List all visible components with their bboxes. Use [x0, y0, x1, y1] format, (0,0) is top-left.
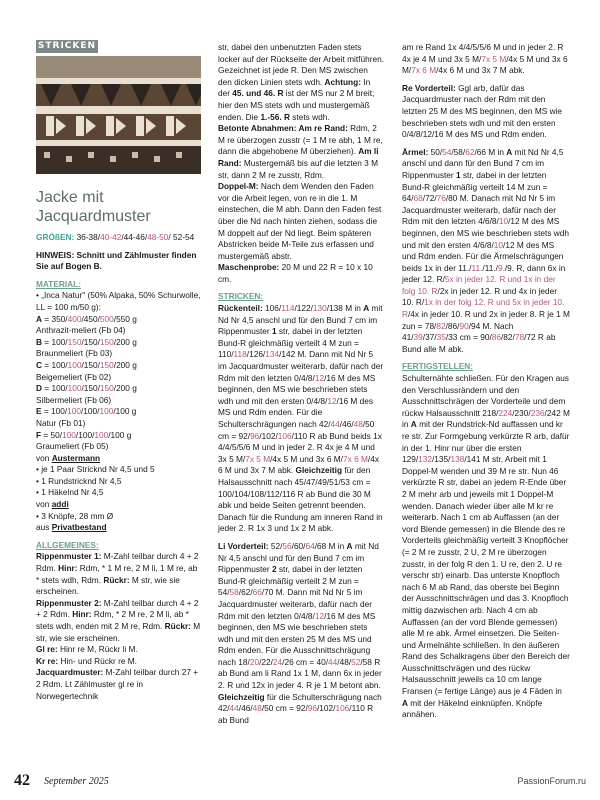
text-segment: 52/ — [268, 540, 283, 551]
text-segment: str, dabei in der letzten Bund-R gleichmäßig verteilt 14 M zun = 64/ — [402, 169, 548, 204]
fertigstellen-text — [402, 373, 570, 721]
text-segment: 82 — [436, 320, 446, 331]
text-segment: 7x 5 M — [245, 453, 271, 464]
needle-item: • 1 Rundstricknd Nr 4,5 — [36, 475, 122, 486]
text-segment: /2x in jeder 12. R und 4x in jeder 10. R/ — [402, 285, 557, 308]
text-segment: A — [363, 303, 370, 314]
text-segment: str, dabei in der letzten Bund-R gleichmäßig verteilt 2 M zun = 54/ — [218, 564, 363, 598]
size-3: /44-46/ — [121, 232, 148, 242]
text-segment: /37/ — [422, 332, 437, 343]
allgemeines-heading: ALLGEMEINES: — [36, 539, 99, 550]
needle-item: • 1 Häkelnd Nr 4,5 — [36, 487, 104, 498]
text-segment: 224 — [498, 407, 513, 418]
text-segment: A — [346, 540, 353, 551]
text-segment: 50/ — [428, 146, 443, 157]
needle-list — [36, 464, 201, 499]
text-segment: am re Rand 1x 4/4/5/5/6 M und in jeder 2. R 4x je 4 M und 3x 5 M/ — [402, 42, 564, 64]
li-vorderteil: Li Vorderteil: 52/56/60/64/68 M in A mit Nd Nr 4,5 anschl und für den Bund 7 cm im Rippenmuster 2 str, dabei in der letzten Bund-R gleichmäßig verteilt 2 M zun = 54/58/62/66/70 M. Dann mit Nd Nr 5 im Jacquardmuster weiterarb, dafür nach der Rdm mit den letzten 0/4/8/12/16 M des MS beginnen, den MS wie beschrieben stets wdh und mit den ersten 25 M des MS und Rdm enden. Für die Ausschnittschrägung nach 18/20/22/24/26 cm = 40/44/48/52/58 R ab Bund am li Rand 1x 1 M, dann 6x in jeder 2. R und 12x in jeder 4. R je 1 M betont abn. Gleichzeitig für die Schulterschrägung nach 42/44/46/48/50 cm = 92/96/102/106/110 R ab Bund — [218, 540, 382, 725]
jacquard-knit-image — [36, 56, 201, 174]
text-segment: /142 M. Dann mit Nd Nr 5 im Jacquardmuster weiterarb, dafür nach der Rdm mit den letzten 0/4/8/ — [218, 349, 384, 383]
brand-line-1: von Austermann — [36, 452, 101, 463]
text-segment: mit Nd Nr 4,5 anschl und für den Bund 7 cm im Rippenmuster — [218, 540, 379, 575]
text-segment: /72 R ab Bund alle M abk. — [402, 332, 556, 354]
text-segment: 52 — [351, 656, 361, 667]
text-segment: 90 — [459, 320, 469, 331]
text-segment: /11./ — [482, 262, 498, 273]
text-segment: /33 cm = 90/ — [445, 332, 492, 343]
text-segment: 1 — [455, 169, 461, 180]
text-segment: /16 M des MS beginnen, den MS wie beschrieben stets wdh und mit den ersten 0/4/8/ — [218, 372, 376, 406]
brand-addi: addi — [51, 499, 69, 510]
text-segment: /126/ — [246, 349, 266, 360]
text-segment: /72/ — [422, 193, 437, 204]
text-segment: /68 M in — [314, 540, 347, 551]
text-segment: für die Schulterschrägung nach 42/ — [218, 691, 382, 714]
text-segment: A — [402, 697, 408, 708]
text-segment: 5x in jeder 12. R und 1x in der folg 10. R — [402, 274, 556, 296]
yarn-color-c: C = 100/100/150/150/200 g Beigemeliert (Fb 02) — [36, 359, 137, 382]
text-segment: 130 — [312, 303, 327, 314]
size-5: / 52-54 — [168, 232, 195, 242]
text-segment: /80 M. Danach mit Nd Nr 5 im Jacquardmuster weiterarb, dafür nach der Rdm mit den letzten 4/6/8/ — [402, 193, 557, 227]
yarn-color-e: E = 100/100/100/100/100 g Natur (Fb 01) — [36, 406, 137, 428]
text-segment: 12 — [314, 372, 325, 383]
text-segment: /110 R ab Bund beids 1x 4/4/5/5/6 M und in jeder 2. R 4x je 4 M und 3x 5 M/ — [218, 430, 382, 464]
text-segment: 10 — [493, 239, 504, 250]
text-segment: A — [506, 146, 513, 157]
text-segment: /50 cm = 92/ — [218, 419, 375, 441]
column-instructions — [218, 42, 384, 726]
text-segment: /141 M str, Arbeit mit 1 Doppel-M wenden und 39 M re str. Nun 46 verkürzte R str, dabei an jedem R-Ende über 2 M mehr arb und jeweils mit 1 Doppel-M wenden. Danach wieder über alle M kr re weiterarb. Nach 1 cm ab Auffassen (an der vord Blende gemessen) in die Blende des re Vorderteils gleichmäßig verteilt 3 Knopflöcher (= 2 M re zusstr, 2 U, 2 M re überzogen zusstr, in der folg R den 1. U re, den 2. U re verschr str) einarb. Das unterste Knopfloch nach 6 M ab Rand, das oberste bei Beginn der Ausschnittschrägen und das 3. Knopfloch mittig dazwischen arb. Nach 4 cm ab Auffassen (an der vord Blende gemessen) alle M re abk. Ärmel einsetzen. Die Seiten- und Ärmelnähte schließen. In den äußeren Rand des Schalkragens über den Bereich der Ausschnittschrägen und des rückw Halsausschnitt jeweils ca 10 cm lange Fransen (= fertige Länge) aus je 4 Fäden in — [402, 454, 570, 697]
doppel-m: Doppel-M: Nach dem Wenden den Faden vor die Arbeit legen, von re in die 1. M einstechen, die M abh. Dann den Faden fest über die Nd nach hinten ziehen, sodass die M doppelt auf der Nd liegt. Beim späteren Abstricken beide M-Teile zus erfassen und mustergemäß abstr. — [218, 181, 382, 261]
text-segment: mit Nd Nr 4,5 anschl und für den Bund 7 cm im Rippenmuster — [218, 303, 383, 337]
text-segment: 1x in der folg 12. R und 5x in jeder 10. R — [402, 297, 565, 320]
text-segment: /50 cm = 92/ — [261, 703, 308, 714]
buttons-item: • 3 Knöpfe, 28 mm Ø — [36, 510, 114, 521]
text-segment: /60/ — [291, 540, 306, 551]
text-segment: 7x 6 M — [411, 65, 437, 76]
text-segment: 68 — [413, 193, 423, 204]
needle-item: • je 1 Paar Stricknd Nr 4,5 und 5 — [36, 464, 155, 475]
maschenprobe: Maschenprobe: 20 M und 22 R = 10 x 10 cm. — [218, 262, 373, 284]
fertigstellen-heading: FERTIGSTELLEN: — [402, 361, 473, 372]
text-segment: 134 — [265, 349, 280, 360]
rueckenteil: Rückenteil: 106/114/122/130/138 M in A mit Nd Nr 4,5 anschl und für den Bund 7 cm im Rippenmuster 1 str, dabei in der letzten Bund-R gleichmäßig verteilt 4 M zun = 110/118/126/134/142 M. Dann mit Nd Nr 5 im Jacquardmuster weiterarb, dafür nach der Rdm mit den letzten 0/4/8/12/16 M des MS beginnen, den MS wie beschrieben stets wdh und mit den ersten 0/4/8/12/16 M des MS und Rdm enden. Für die Schulterschrägungen nach 42/44/46/48/50 cm = 92/96/102/106/110 R ab Bund beids 1x 4/4/5/5/6 M und in jeder 2. R 4x je 4 M und 3x 5 M/7x 5 M/4x 5 M und 3x 6 M/7x 6 M/4x 6 M und 3x 7 M abk. Gleichzeitig für den Halsausschnitt nach 45/47/49/51/53 cm = 100/104/108/112/116 R ab Bund die 30 M abk und beide Seiten getrennt beenden. Danach für die Rundung am inneren Rand in jeder 2. R 1x 3 und 1x 2 M abk. — [218, 303, 384, 534]
sizes-label: GRÖßEN: — [36, 232, 75, 242]
text-segment: 132 — [418, 454, 432, 465]
column-finishing — [402, 42, 570, 721]
material-heading: MATERIAL: — [36, 278, 82, 289]
column-materials — [36, 232, 201, 702]
material-intro: • „Inca Natur" (50% Alpaka, 50% Schurwolle, LL = 100 m/50 g): — [36, 290, 201, 312]
text-segment: 58 — [229, 587, 239, 598]
text-segment: 96 — [250, 430, 260, 441]
sizes — [36, 232, 201, 244]
text-segment: 76 — [436, 193, 446, 204]
size-4: 48-50 — [147, 232, 169, 242]
text-segment: /102/ — [316, 703, 336, 714]
jacquardmuster: Jacquardmuster: M-Zahl teilbar durch 27 + 2 Rdm. Lt Zählmuster gl re in Norwegertechnik — [36, 667, 199, 701]
text-segment: 56 — [282, 540, 292, 551]
aermel: Ärmel: 50/54/58/62/66 M in A mit Nd Nr 4,5 anschl und dann für den Bund 7 cm im Rippenmuster 1 str, dabei in der letzten Bund-R gleichmäßig verteilt 14 M zun = 64/68/72/76/80 M. Danach mit Nd Nr 5 im Jacquardmuster weiterarb, dafür nach der Rdm mit den letzten 4/6/8/10/12 M des MS beginnen, den MS wie beschrieben stets wdh und mit den ersten 4/6/8/10/12 M des MS und Rdm enden. Für die Ärmelschrägungen beids 1x in der 11./11./11./9./9. R, dann 6x in jeder 12. R/5x in jeder 12. R und 1x in der folg 10. R/2x in jeder 12. R und 4x in jeder 10. R/1x in der folg 12. R und 5x in jeder 10. R/4x in jeder 10. R und 2x in jeder 8. R je 1 M zun = 78/82/86/90/94 M. Nach 41/39/37/35/33 cm = 90/86/82/78/72 R ab Bund alle M abk. — [402, 146, 570, 354]
text-segment: 7x 6 M — [343, 453, 368, 464]
text-segment: 54 — [442, 146, 452, 157]
text-segment: A — [410, 419, 417, 430]
text-segment: /242 M in — [402, 407, 570, 430]
text-segment: /66 M in — [474, 146, 507, 157]
li-vorderteil-cont — [402, 42, 570, 77]
text-segment: mit der Häkelnd einknüpfen. Knöpfe annähen. — [402, 697, 543, 720]
text-segment: /22/ — [259, 656, 273, 667]
section-tag: STRICKEN — [37, 41, 97, 51]
text-segment: 10 — [498, 216, 509, 227]
issue-date: September 2025 — [44, 776, 109, 787]
page-number: 42 — [14, 772, 30, 789]
brand-austermann: Austermann — [51, 452, 101, 463]
color-list — [36, 314, 201, 453]
text-segment: /138 M in — [326, 303, 364, 314]
text-segment: /4x 6 M und 3x 7 M abk. — [218, 453, 379, 476]
text-segment: 44 — [328, 656, 338, 667]
stricken-heading: STRICKEN: — [218, 291, 264, 302]
text-segment: /4x 6 M und 3x 7 M abk. — [436, 65, 525, 76]
text-segment: /12 M des MS und Rdm enden. Für die Ärmelschrägungen beids 1x in der 11./ — [402, 239, 564, 273]
text-segment: 118 — [233, 349, 247, 360]
text-segment: Schulternähte schließen. Für den Kragen aus den Verschlussrändern und den Ausschnittschrägen der Vorderteile und dem rückw Halsausschnitt 218/ — [402, 373, 569, 418]
text-segment: /58/ — [451, 146, 466, 157]
text-segment: 12 — [314, 610, 325, 621]
text-segment: /4x 5 M und 3x 6 M/ — [270, 453, 343, 464]
text-segment: /122/ — [294, 303, 313, 314]
text-segment: 48 — [252, 703, 262, 714]
text-segment: 9. — [497, 262, 505, 273]
text-segment: 44 — [330, 419, 340, 429]
sweater-photo — [36, 56, 201, 174]
text-segment: 66 — [252, 587, 262, 598]
text-segment: str, dabei in der letzten Bund-R gleichmäßig verteilt 4 M zun = 110/ — [218, 326, 363, 360]
text-segment: /62/ — [238, 587, 253, 598]
text-segment: 24 — [272, 656, 283, 667]
text-segment: /48/ — [337, 656, 352, 667]
text-segment: /82/ — [500, 332, 515, 343]
size-2: 40-42 — [100, 232, 122, 242]
brand-line-3: aus Privatbestand — [36, 522, 107, 533]
text-segment: 106 — [335, 703, 350, 714]
size-1: 36-38/ — [74, 232, 101, 242]
text-segment: 7x 5 M — [481, 53, 507, 64]
text-segment: mit der Rundstrick-Nd auffassen und kr re str. Zur Formgebung verkürzte R arb, dafür in der 1. Hinr nur über die ersten 129/ — [402, 419, 570, 465]
text-segment: 96 — [307, 703, 317, 714]
betonte-abnahmen: Betonte Abnahmen: Am re Rand: Rdm, 2 M re überzogen zusstr (= 1 M re abh, 1 M re, dann die abgehobene M überziehen). Am li Rand: Mustergemäß bis auf die letzten 3 M str, dann 2 M re zusstr, Rdm. — [218, 123, 383, 180]
text-segment: /4x 5 M und 3x 6 M/ — [402, 53, 568, 76]
text-segment: /12 M des MS beginnen, den MS wie beschrieben stets wdh und mit den ersten 4/6/8/ — [402, 216, 569, 250]
text-segment: /4x in jeder 10. R und 2x in jeder 8. R je 1 M zun = 78/ — [402, 309, 570, 331]
yarn-color-b: B = 100/150/150/150/200 g Braunmeliert (Fb 03) — [36, 336, 137, 359]
text-segment: /94 M. Nach 41/ — [402, 320, 514, 343]
text-segment: 106 — [277, 430, 292, 441]
text-segment: 1 — [271, 326, 277, 337]
text-segment: 64 — [305, 540, 315, 551]
jacquard-note: str, dabei den unbenutzten Faden stets locker auf der Rückseite der Arbeit mitführen. Gezeichnet ist jede R. Den MS zwischen den dicken Linien stets wdh. Achtung: In der 45. und 46. R ist der MS nur 2 M breit; hier den MS stets wdh und mustergemäß enden. Die 1.-56. R stets wdh. — [218, 42, 385, 122]
brand-line-2: von addi — [36, 499, 69, 510]
text-segment: 114 — [281, 303, 295, 314]
text-segment: mit Nd Nr 4,5 anschl und dann für den Bund 7 cm im Rippenmuster — [402, 146, 564, 180]
text-segment: 20 — [249, 656, 260, 667]
text-segment: 39 — [413, 332, 423, 343]
pattern-title: Jacke mit Jacquardmuster — [36, 189, 151, 225]
text-segment: /58 R ab Bund am li Rand 1x 1 M, dann 6x in jeder 2. R und 12x in jeder 4. R je 1 M betont abn. — [218, 656, 382, 691]
text-segment: /46/ — [339, 419, 354, 429]
re-vorderteil: Re Vorderteil: Ggl arb, dafür das Jacquardmuster nach der Rdm mit den letzten 25 M des MS beginnen, den MS wie beschrieben stets wdh und mit den ersten 0/4/8/12/16 M des MS und Rdm enden. — [402, 82, 563, 140]
text-segment: /86/ — [445, 320, 460, 331]
text-segment: /110 R ab Bund — [218, 703, 374, 725]
yarn-color-f: F = 50/100/100/100/100 g Graumeliert (Fb 05) — [36, 429, 132, 452]
text-segment: /16 M des MS und Rdm enden. Für die Schulterschrägungen nach 42/ — [218, 395, 373, 429]
text-segment: 44 — [229, 703, 239, 714]
text-segment: 62 — [465, 146, 475, 157]
text-segment: 138 — [450, 454, 465, 465]
yarn-color-d: D = 100/100/150/150/200 g Silbermeliert (Fb 06) — [36, 383, 137, 405]
text-segment: /46/ — [238, 703, 253, 714]
text-segment: /26 cm = 40/ — [282, 656, 329, 667]
page-footer — [14, 772, 586, 792]
rippenmuster-1: Rippenmuster 1: M-Zahl teilbar durch 4 + 2 Rdm. Hinr: Rdm, * 1 M re, 2 M li, 1 M re, ab * stets wdh, Rdm. Rückr: M str, wie sie erscheinen. — [36, 551, 199, 597]
text-segment: /16 M des MS beginnen, den MS wie beschrieben stets wdh und mit den ersten 25 M des MS und Rdm enden. Für die Ausschnittschrägung nach 18/ — [218, 610, 376, 667]
text-segment: /135/ — [432, 454, 451, 465]
text-segment: 106/ — [262, 303, 282, 314]
text-segment: 12 — [327, 395, 337, 406]
watermark: PassionForum.ru — [517, 776, 586, 786]
yarn-color-a: A = 350/400/450/500/550 g Anthrazit-meliert (Fb 04) — [36, 313, 137, 336]
text-segment: /70 M. Dann mit Nd Nr 5 im Jacquardmuster weiterarb, dafür nach der Rdm mit den letzten 0/4/8/ — [218, 587, 373, 621]
rippenmuster-2: Rippenmuster 2: M-Zahl teilbar durch 4 + 2 + 2 Rdm. Hinr: Rdm, * 2 M re, 2 M li, ab * stets wdh, enden mit 2 M re, Rdm. Rückr: M str, wie sie erscheinen. — [36, 597, 201, 643]
text-segment: /9. R, dann 6x in jeder 12. R/ — [402, 262, 566, 285]
hinweis: HINWEIS: Schnitt und Zählmuster finden Sie auf Bogen B. — [36, 249, 197, 272]
text-segment: 2 — [271, 564, 277, 575]
text-segment: 48 — [353, 419, 363, 429]
text-segment: 86 — [491, 332, 501, 343]
text-segment: /102/ — [259, 430, 278, 441]
text-segment: 78 — [514, 332, 525, 343]
text-segment: 236 — [530, 407, 545, 418]
gl-re: Gl re: Hinr re M, Rückr li M. — [36, 644, 138, 655]
text-segment: 11. — [471, 262, 483, 273]
text-segment: /230/ — [512, 407, 531, 418]
kr-re: Kr re: Hin- und Rückr re M. — [36, 655, 137, 666]
text-segment: 35 — [436, 332, 446, 343]
brand-privatbestand: Privatbestand — [51, 522, 107, 533]
